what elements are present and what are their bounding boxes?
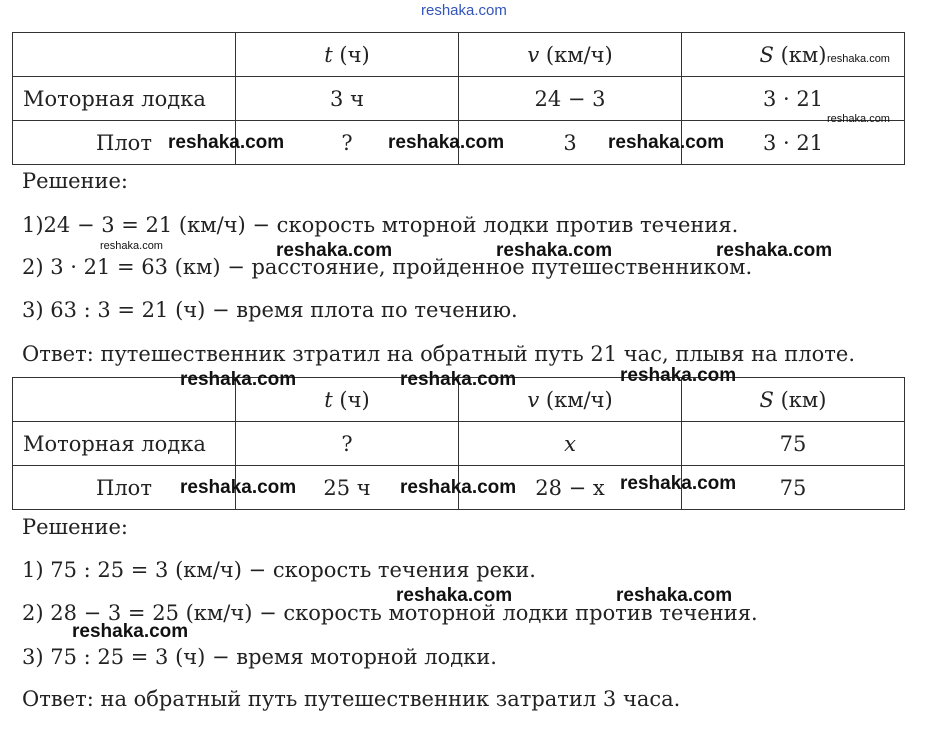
header-empty-cell [13,33,236,77]
watermark: reshaka.com [388,132,505,153]
watermark: reshaka.com [608,132,725,153]
row-label: Плот [13,121,236,165]
table-cell: 3 · 21 [682,77,905,121]
table-row [13,422,905,466]
table-cell: 75 [682,422,905,466]
solution-2-step-2: 2) 28 − 3 = 25 (км/ч) − скорость моторной лодки против течения. [22,601,758,625]
row-label: Плот [13,466,236,510]
watermark: reshaka.com [620,365,737,386]
table-cell: 24 − 3 [459,77,682,121]
table-cell: x [459,422,682,466]
header-distance: S (км) [682,378,905,422]
solution-1-answer: Ответ: путешественник зтратил на обратный путь 21 час, плывя на плоте. [22,342,856,366]
solution-2-step-3: 3) 75 : 25 = 3 (ч) − время моторной лодки. [22,645,497,669]
header-time: t (ч) [236,378,459,422]
row-label: Моторная лодка [13,77,236,121]
watermark: reshaka.com [396,585,513,606]
solution-1-step-3: 3) 63 : 3 = 21 (ч) − время плота по течению. [22,298,518,322]
header-speed: v (км/ч) [459,378,682,422]
watermark: reshaka.com [616,585,733,606]
table-cell: ? [236,121,459,165]
watermark: reshaka.com [827,53,890,65]
watermark: reshaka.com [400,369,517,390]
table-cell: 3 [459,121,682,165]
watermark: reshaka.com [827,113,890,125]
solution-2-step-1: 1) 75 : 25 = 3 (км/ч) − скорость течения реки. [22,558,536,582]
solution-2-heading: Решение: [22,515,129,539]
header-watermark: reshaka.com [421,2,507,19]
table-cell: 25 ч [236,466,459,510]
solution-1-step-2: 2) 3 · 21 = 63 (км) − расстояние, пройденное путешественником. [22,255,753,279]
table-cell: 75 [682,466,905,510]
watermark: reshaka.com [716,240,833,261]
solution-1-step-1: 1)24 − 3 = 21 (км/ч) − скорость мторной лодки против течения. [22,213,739,237]
table-cell: 3 · 21 [682,121,905,165]
solution-1-heading: Решение: [22,169,129,193]
solution-2-answer: Ответ: на обратный путь путешественник затратил 3 часа. [22,687,681,711]
watermark: reshaka.com [100,240,163,252]
header-speed: v (км/ч) [459,33,682,77]
table-header-row [13,33,905,77]
watermark: reshaka.com [620,473,737,494]
watermark: reshaka.com [168,132,285,153]
watermark: reshaka.com [400,477,517,498]
row-label: Моторная лодка [13,422,236,466]
watermark: reshaka.com [276,240,393,261]
table-cell: 28 − x [459,466,682,510]
watermark: reshaka.com [180,369,297,390]
table-row [13,77,905,121]
header-distance: S (км) [682,33,905,77]
watermark: reshaka.com [180,477,297,498]
table-cell: ? [236,422,459,466]
watermark: reshaka.com [72,621,189,642]
header-time: t (ч) [236,33,459,77]
watermark: reshaka.com [496,240,613,261]
table-cell: 3 ч [236,77,459,121]
